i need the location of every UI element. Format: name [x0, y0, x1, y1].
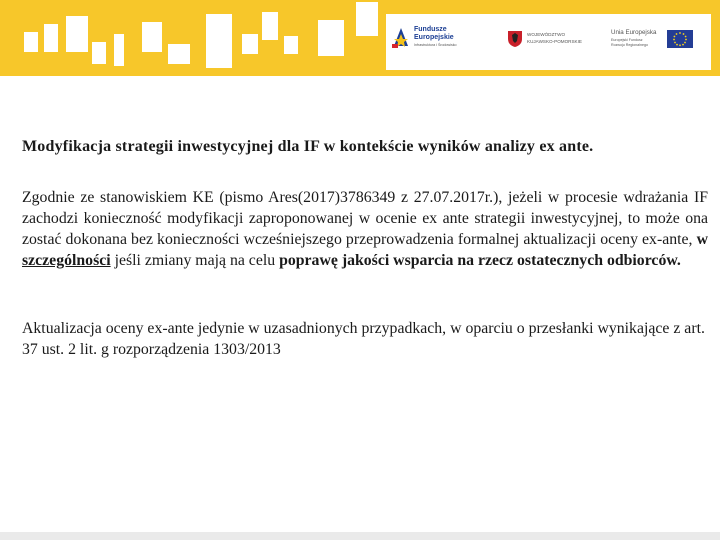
paragraph1-bold-w: w [696, 231, 708, 248]
regional-crest-icon [507, 30, 523, 48]
unia-europejska-logo [607, 14, 707, 70]
banner-shape [44, 24, 58, 52]
banner-shape [242, 34, 258, 54]
slide-title: Modyfikacja strategii inwestycyjnej dla IF w kontekście wyników analizy ex ante. [22, 138, 594, 155]
eu-flag-icon [667, 30, 693, 48]
unia-line3: Rozwoju Regionalnego [611, 43, 648, 47]
wojewodztwo-line1: WOJEWÓDZTWO [527, 32, 566, 37]
paragraph1-text: Zgodnie ze stanowiskiem KE (pismo Ares(2017)3786349 z 27.07.2017r.), jeżeli w procesie wdrażania IF zachodzi konieczność modyfikacji zaproponowanej w ocenie ex ante strategii inwestycyjnej, to może ona zostać dokonana bez konieczności wcześniejszego przeprowadzenia formalnej aktualizacji oceny ex-ante, [22, 189, 708, 248]
fundusze-line3: Infrastruktura i Środowisko [414, 43, 457, 47]
fundusze-europejskie-logo [392, 14, 488, 70]
funds-star-icon [392, 26, 410, 48]
banner-shape [168, 44, 190, 64]
fundusze-line2: Europejskie [414, 34, 454, 41]
banner-shape [24, 32, 38, 52]
paragraph-aktualizacja: Aktualizacja oceny ex-ante jedynie w uzasadnionych przypadkach, w oparciu o przesłanki wynikające z art. 37 ust. 2 lit. g rozporządzenia 1303/2013 [22, 320, 705, 358]
banner-shape [318, 20, 344, 56]
banner-shape [356, 2, 378, 36]
banner-shape [114, 34, 124, 66]
wojewodztwo-logo [503, 14, 601, 70]
unia-line1: Unia Europejska [611, 29, 657, 36]
fundusze-line1: Fundusze [414, 26, 447, 33]
banner-shape [66, 16, 88, 52]
banner-shape [206, 14, 232, 68]
unia-line2: Europejski Fundusz [611, 38, 643, 42]
banner-shape [262, 12, 278, 40]
paragraph1-emphasis: szczególności [22, 252, 111, 269]
banner-shape [92, 42, 106, 64]
paragraph-stanowisko-ke [22, 187, 708, 271]
paragraph1-bold-conclusion: poprawę jakości wsparcia na rzecz ostatecznych odbiorców. [279, 252, 681, 269]
logo-strip [386, 14, 711, 70]
wojewodztwo-line2: KUJAWSKO-POMORSKIE [527, 39, 582, 44]
paragraph1-text-continued: jeśli zmiany mają na celu [114, 252, 276, 269]
header-banner [0, 0, 720, 76]
banner-shape [142, 22, 162, 52]
footer-bar [0, 532, 720, 540]
banner-shape [284, 36, 298, 54]
